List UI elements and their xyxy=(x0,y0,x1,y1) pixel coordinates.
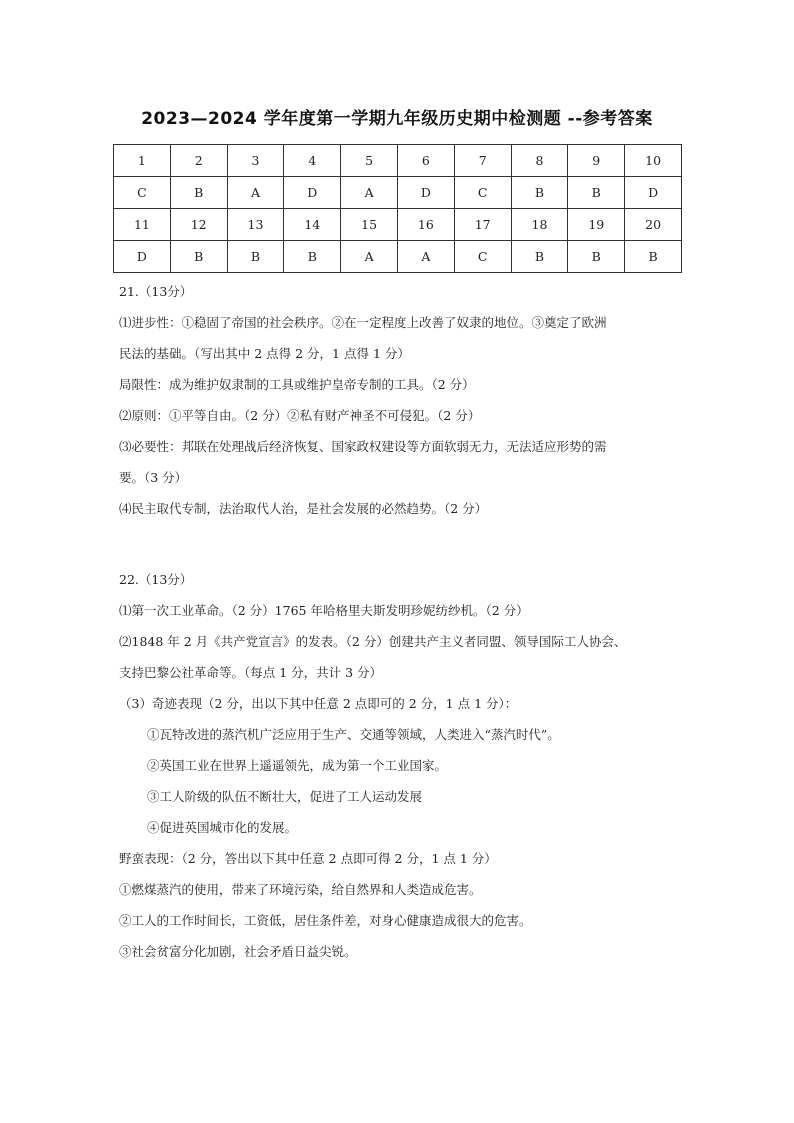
question-number-cell: 18 xyxy=(511,209,568,241)
miracle-item: ③工人阶级的队伍不断壮大，促进了工人运动发展 xyxy=(147,789,423,804)
question-number-cell: 19 xyxy=(568,209,625,241)
barbaric-item: ②工人的工作时间长，工资低，居住条件差，对身心健康造成很大的危害。 xyxy=(119,913,532,928)
question-number-cell: 10 xyxy=(625,145,682,177)
q21-line: ⑷民主取代专制，法治取代人治，是社会发展的必然趋势。（2 分） xyxy=(119,501,488,516)
question-number-cell: 17 xyxy=(454,209,511,241)
answer-cell: C xyxy=(454,177,511,209)
answer-cell: B xyxy=(511,241,568,273)
question-number-row xyxy=(114,209,682,241)
answer-cell: B xyxy=(568,241,625,273)
barbaric-header: 野蛮表现：（2 分，答出以下其中任意 2 点即可得 2 分，1 点 1 分） xyxy=(119,851,497,866)
q21-line: 要。（3 分） xyxy=(119,470,188,485)
q22-line: （3）奇迹表现（2 分，出以下其中任意 2 点即可的 2 分，1 点 1 分）： xyxy=(119,696,518,711)
question-number-cell: 11 xyxy=(114,209,171,241)
q21-line: 局限性：成为维护奴隶制的工具或维护皇帝专制的工具。（2 分） xyxy=(119,377,475,392)
question-number-cell: 6 xyxy=(397,145,454,177)
question-number-cell: 7 xyxy=(454,145,511,177)
question-number-cell: 16 xyxy=(397,209,454,241)
question-number-cell: 1 xyxy=(114,145,171,177)
q21-line: 民法的基础。（写出其中 2 点得 2 分，1 点得 1 分） xyxy=(119,346,410,361)
q21-line: ⑴进步性：①稳固了帝国的社会秩序。②在一定程度上改善了奴隶的地位。③奠定了欧洲 xyxy=(119,315,607,330)
answer-cell: B xyxy=(284,241,341,273)
answer-body xyxy=(119,276,679,967)
answer-cell: B xyxy=(625,241,682,273)
q22-line: 支持巴黎公社革命等。（每点 1 分，共计 3 分） xyxy=(119,665,383,680)
question-22-header: 22.（13分） xyxy=(119,572,193,587)
answer-cell: C xyxy=(114,177,171,209)
answer-table-body xyxy=(114,145,682,273)
section-spacer xyxy=(119,524,679,564)
answer-letter-row xyxy=(114,177,682,209)
answer-cell: B xyxy=(511,177,568,209)
answer-cell: B xyxy=(568,177,625,209)
answer-cell: A xyxy=(227,177,284,209)
answer-letter-row xyxy=(114,241,682,273)
question-number-row xyxy=(114,145,682,177)
answer-cell: A xyxy=(397,241,454,273)
answer-cell: A xyxy=(341,241,398,273)
answer-cell: B xyxy=(170,241,227,273)
question-number-cell: 9 xyxy=(568,145,625,177)
miracle-item: ④促进英国城市化的发展。 xyxy=(147,820,298,835)
page-title: 2023—2024 学年度第一学期九年级历史期中检测题 --参考答案 xyxy=(141,109,653,129)
answer-cell: D xyxy=(397,177,454,209)
question-number-cell: 20 xyxy=(625,209,682,241)
answer-cell: B xyxy=(227,241,284,273)
q22-line: ⑵1848 年 2 月《共产党宣言》的发表。（2 分）创建共产主义者同盟、领导国际工人协会、 xyxy=(119,634,627,649)
question-number-cell: 8 xyxy=(511,145,568,177)
answer-cell: D xyxy=(284,177,341,209)
barbaric-item: ③社会贫富分化加剧，社会矛盾日益尖锐。 xyxy=(119,944,357,959)
question-number-cell: 2 xyxy=(170,145,227,177)
miracle-item: ②英国工业在世界上遥遥领先，成为第一个工业国家。 xyxy=(147,758,448,773)
question-22-answers xyxy=(119,595,679,967)
question-21-header: 21.（13分） xyxy=(119,284,193,299)
answer-cell: C xyxy=(454,241,511,273)
question-number-cell: 14 xyxy=(284,209,341,241)
q21-line: ⑵原则：①平等自由。（2 分）②私有财产神圣不可侵犯。（2 分） xyxy=(119,408,481,423)
question-number-cell: 12 xyxy=(170,209,227,241)
question-21-answers xyxy=(119,307,679,524)
answer-cell: D xyxy=(114,241,171,273)
q21-line: ⑶必要性：邦联在处理战后经济恢复、国家政权建设等方面软弱无力，无法适应形势的需 xyxy=(119,439,607,454)
answer-cell: B xyxy=(170,177,227,209)
question-number-cell: 13 xyxy=(227,209,284,241)
question-number-cell: 3 xyxy=(227,145,284,177)
question-number-cell: 15 xyxy=(341,209,398,241)
barbaric-item: ①燃煤蒸汽的使用，带来了环境污染，给自然界和人类造成危害。 xyxy=(119,882,482,897)
answer-table xyxy=(113,144,682,273)
q22-line: ⑴第一次工业革命。（2 分）1765 年哈格里夫斯发明珍妮纺纱机。（2 分） xyxy=(119,603,529,618)
question-number-cell: 5 xyxy=(341,145,398,177)
question-number-cell: 4 xyxy=(284,145,341,177)
answer-cell: A xyxy=(341,177,398,209)
miracle-item: ①瓦特改进的蒸汽机广泛应用于生产、交通等领域，人类进入“蒸汽时代”。 xyxy=(147,727,560,742)
answer-cell: D xyxy=(625,177,682,209)
